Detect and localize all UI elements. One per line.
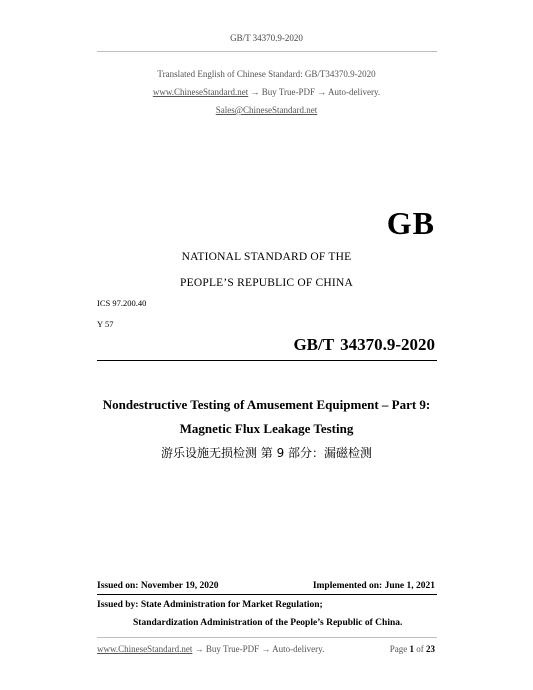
page-current: 1	[409, 644, 414, 654]
gb-logo-text: GB	[386, 205, 435, 241]
ics-code: ICS 97.200.40	[97, 298, 147, 308]
date-divider	[97, 594, 437, 595]
national-standard-line1: NATIONAL STANDARD OF THE	[181, 251, 352, 263]
buy-text: → Buy True-PDF → Auto-delivery.	[250, 87, 381, 97]
standard-prefix: GB/T	[293, 335, 335, 354]
national-standard-line2: PEOPLE’S REPUBLIC OF CHINA	[180, 277, 353, 289]
purchase-links	[0, 87, 533, 97]
footer-divider	[97, 637, 437, 638]
standard-code: 34370.9-2020	[340, 335, 435, 354]
site-link[interactable]: www.ChineseStandard.net	[152, 87, 249, 97]
header-divider	[97, 51, 437, 52]
page-total: 23	[426, 644, 435, 654]
title-english-line2: Magnetic Flux Leakage Testing	[179, 421, 354, 436]
page-header: GB/T 34370.9-2020	[230, 33, 303, 43]
email-link[interactable]: Sales@ChineseStandard.net	[215, 105, 318, 115]
footer-site-link[interactable]: www.ChineseStandard.net	[97, 644, 193, 654]
page-of: of	[416, 644, 424, 654]
footer-buy-text: → Buy True-PDF → Auto-delivery.	[194, 644, 325, 654]
title-english-line1: Nondestructive Testing of Amusement Equipment – Part 9:	[102, 397, 431, 412]
email-line	[0, 105, 533, 115]
issuing-authority: Issued by: State Administration for Market Regulation;	[97, 600, 323, 610]
issued-date: Issued on: November 19, 2020	[97, 581, 219, 591]
implemented-date: Implemented on: June 1, 2021	[312, 581, 435, 591]
title-divider	[97, 360, 437, 361]
footer-links	[97, 644, 324, 654]
standard-number	[293, 335, 435, 355]
page-indicator	[390, 644, 435, 654]
ccs-code: Y 57	[97, 319, 114, 329]
title-chinese: 游乐设施无损检测 第 9 部分：漏磁检测	[160, 446, 373, 460]
page-label: Page	[389, 644, 408, 654]
issuing-authority-2: Standardization Administration of the People’s Republic of China.	[133, 618, 403, 628]
translation-notice: Translated English of Chinese Standard: GB/T34370.9-2020	[157, 69, 376, 79]
